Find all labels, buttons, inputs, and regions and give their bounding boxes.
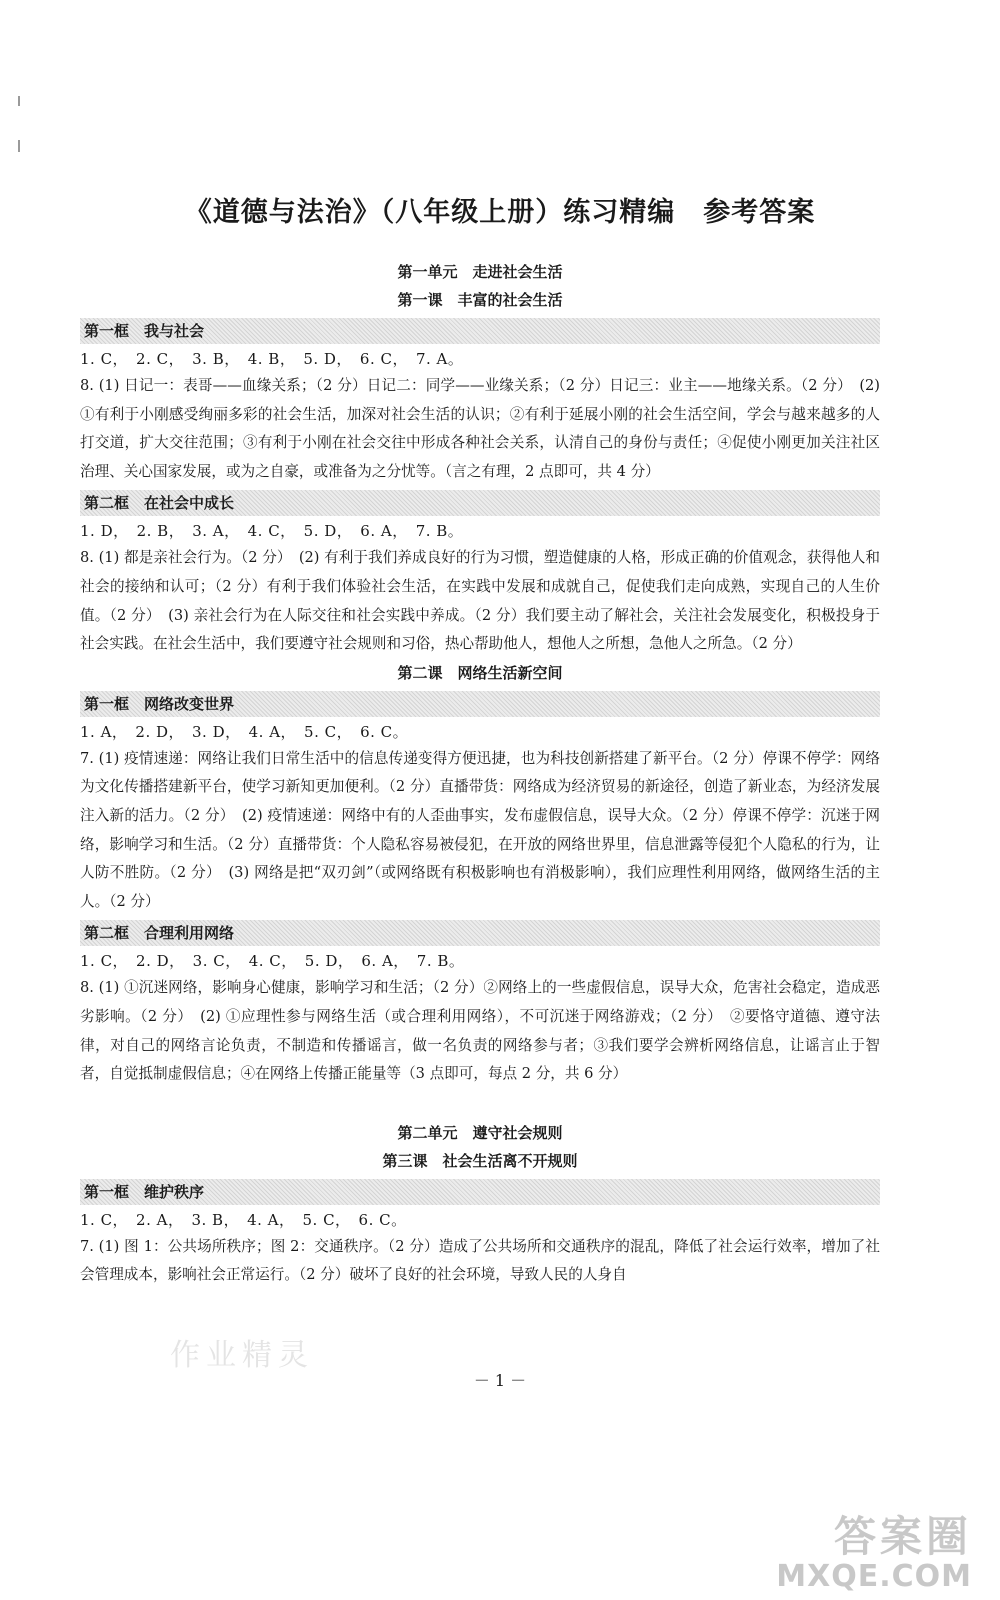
answer-paragraph: 8. (1) ①沉迷网络，影响身心健康，影响学习和生活；（2 分）②网络上的一些虚假信息，误导大众，危害社会稳定，造成恶劣影响。（2 分） (2) ①应理性参与网络生活（或合理利用网络），不可沉迷于网络游戏；（2 分） ②要恪守道德、遵守法律，对自己的网络言论负责，不制造和传播谣言，做一名负责的网络参与者；③我们要学会辨析网络信息，让谣言止于智者，自觉抵制虚假信息；④在网络上传播正能量等（3 点即可，每点 2 分，共 6 分） [80,979,880,1083]
unit-heading: 第二单元 遵守社会规则 [397,1123,563,1142]
answer-paragraph: 7. (1) 疫情速递：网络让我们日常生活中的信息传递变得方便迅捷，也为科技创新搭建了新平台。（2 分）停课不停学：网络为文化传播搭建新平台，使学习新知更加便利。（2 分）直播带货：网络成为经济贸易的新途径，创造了新业态，为经济发展注入新的活力。（2 分） (2) 疫情速递：网络中有的人歪曲事实，发布虚假信息，误导大众。（2 分）停课不停学：沉迷于网络，影响学习和生活。（2 分）直播带货：个人隐私容易被侵犯，在开放的网络世界里，信息泄露等侵犯个人隐私的行为，让人防不胜防。（2 分） (3) 网络是把“双刃剑”（或网络既有积极影响也有消极影响），我们应理性利用网络，做网络生活的主人。（2 分） [80,749,880,910]
frame-heading: 第一框 维护秩序 [80,1179,880,1205]
watermark-logo [776,1514,972,1594]
scan-mark [18,140,20,152]
watermark-faint: 作业精灵 [170,1338,314,1373]
answer-paragraph: 8. (1) 日记一：表哥——血缘关系；（2 分）日记二：同学——业缘关系；（2 分）日记三：业主——地缘关系。（2 分） (2) ①有利于小刚感受绚丽多彩的社会生活，加深对社会生活的认识；②有利于延展小刚的社会生活空间，学会与越来越多的人打交道，扩大交往范围；③有利于小刚在社会交往中形成各种社会关系，认清自己的身份与责任；④促使小刚更加关注社区治理、关心国家发展，或为之自豪，或准备为之分忧等。（言之有理，2 点即可，共 4 分） [80,377,880,480]
mcq-answers: 1. A， 2. D， 3. D， 4. A， 5. C， 6. C。 [80,722,409,741]
page-title: 《道德与法治》（八年级上册）练习精编 参考答案 [184,197,816,228]
mcq-answers: 1. C， 2. D， 3. C， 4. C， 5. D， 6. A， 7. B。 [80,952,465,971]
section-gap [80,1089,880,1119]
frame-heading: 第一框 网络改变世界 [80,691,880,717]
lesson-heading: 第二课 网络生活新空间 [397,663,563,682]
watermark-line1: 答案圈 [833,1512,972,1561]
answer-content [80,258,880,1290]
frame-heading: 第二框 合理利用网络 [80,920,880,946]
frame-heading: 第二框 在社会中成长 [80,490,880,516]
answer-paragraph: 8. (1) 都是亲社会行为。（2 分） (2) 有利于我们养成良好的行为习惯，塑造健康的人格，形成正确的价值观念，获得他人和社会的接纳和认可；（2 分）有利于我们体验社会生活，在实践中发展和成就自己，促使我们走向成熟，实现自己的人生价值。（2 分） (3) 亲社会行为在人际交往和社会实践中养成。（2 分）我们要主动了解社会，关注社会发展变化，积极投身于社会实践。在社会生活中，我们要遵守社会规则和习俗，热心帮助他人，想他人之所想，急他人之所急。（2 分） [80,549,880,653]
watermark-line2: MXQE.COM [776,1559,972,1594]
lesson-heading: 第三课 社会生活离不开规则 [382,1151,578,1170]
frame-heading: 第一框 我与社会 [80,318,880,344]
mcq-answers: 1. D， 2. B， 3. A， 4. C， 5. D， 6. A， 7. B。 [80,522,464,541]
lesson-heading: 第一课 丰富的社会生活 [397,291,563,309]
answer-paragraph: 7. (1) 图 1：公共场所秩序；图 2：交通秩序。（2 分）造成了公共场所和交通秩序的混乱，降低了社会运行效率，增加了社会管理成本，影响社会正常运行。（2 分）破坏了良好的社会环境，导致人民的人身自 [80,1237,880,1284]
mcq-answers: 1. C， 2. C， 3. B， 4. B， 5. D， 6. C， 7. A。 [80,350,464,368]
mcq-answers: 1. C， 2. A， 3. B， 4. A， 5. C， 6. C。 [80,1210,407,1229]
unit-heading: 第一单元 走进社会生活 [397,263,563,281]
page-number: － 1 － [473,1371,527,1390]
scan-mark [18,96,20,106]
